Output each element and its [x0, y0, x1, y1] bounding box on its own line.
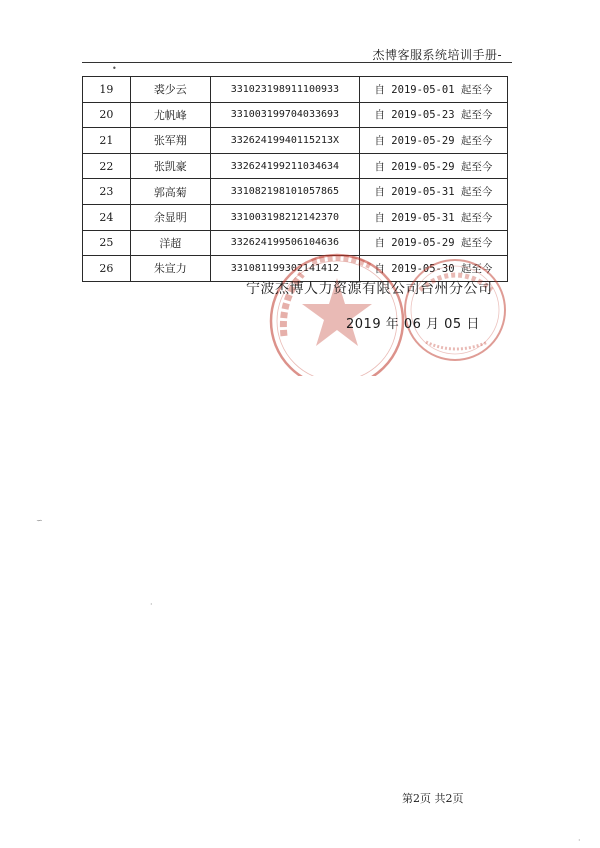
issue-date: 2019 年 06 月 05 日 — [346, 317, 480, 332]
table-row — [83, 179, 508, 205]
id-number: 332624199211034634 — [210, 153, 359, 179]
page-number: 第2页 共2页 — [402, 792, 464, 805]
employment-period — [359, 179, 507, 205]
row-number: 21 — [83, 128, 131, 154]
employment-period — [359, 153, 507, 179]
id-number: 331003199704033693 — [210, 102, 359, 128]
header-rule — [82, 62, 512, 63]
employment-period — [359, 102, 507, 128]
period-suffix: 起至今 — [460, 262, 493, 275]
id-number: 331023198911100933 — [210, 77, 359, 103]
period-start: 自 2019-05-31 — [374, 186, 455, 199]
period-suffix: 起至今 — [460, 134, 493, 147]
employment-period — [359, 230, 507, 256]
id-number: 331081199302141412 — [210, 256, 359, 282]
employee-name: 朱宣力 — [130, 256, 210, 282]
period-start: 自 2019-05-01 — [374, 83, 455, 96]
scan-speck: • — [112, 64, 117, 73]
period-start: 自 2019-05-30 — [374, 262, 455, 275]
period-suffix: 起至今 — [460, 83, 493, 96]
employee-table — [82, 76, 508, 282]
id-number: 33262419940115213X — [210, 128, 359, 154]
row-number: 24 — [83, 204, 131, 230]
scan-speck: · — [578, 836, 581, 845]
employment-period — [359, 77, 507, 103]
company-name: 宁波杰博人力资源有限公司台州分公司 — [246, 281, 493, 297]
period-suffix: 起至今 — [460, 237, 493, 250]
employee-name: 洋超 — [130, 230, 210, 256]
period-start: 自 2019-05-31 — [374, 211, 455, 224]
table-row — [83, 204, 508, 230]
period-start: 自 2019-05-23 — [374, 109, 455, 122]
period-start: 自 2019-05-29 — [374, 160, 455, 173]
employment-period — [359, 204, 507, 230]
table-row — [83, 128, 508, 154]
employee-name: 郭高菊 — [130, 179, 210, 205]
table-row — [83, 153, 508, 179]
period-suffix: 起至今 — [460, 186, 493, 199]
table-row — [83, 77, 508, 103]
period-suffix: 起至今 — [460, 109, 493, 122]
employee-name: 张军翔 — [130, 128, 210, 154]
period-start: 自 2019-05-29 — [374, 134, 455, 147]
period-suffix: 起至今 — [460, 160, 493, 173]
row-number: 20 — [83, 102, 131, 128]
period-start: 自 2019-05-29 — [374, 237, 455, 250]
id-number: 331082198101057865 — [210, 179, 359, 205]
period-suffix: 起至今 — [460, 211, 493, 224]
row-number: 26 — [83, 256, 131, 282]
row-number: 22 — [83, 153, 131, 179]
employee-name: 张凯豪 — [130, 153, 210, 179]
scan-speck: ∽ — [36, 516, 43, 525]
id-number: 331003198212142370 — [210, 204, 359, 230]
row-number: 19 — [83, 77, 131, 103]
id-number: 332624199506104636 — [210, 230, 359, 256]
page-header-title: 杰博客服系统培训手册- — [372, 48, 502, 62]
table-row — [83, 230, 508, 256]
scan-speck: · — [150, 600, 153, 609]
employment-period — [359, 128, 507, 154]
row-number: 23 — [83, 179, 131, 205]
employee-name: 尤帆峰 — [130, 102, 210, 128]
employee-name: 余显明 — [130, 204, 210, 230]
employee-name: 裘少云 — [130, 77, 210, 103]
row-number: 25 — [83, 230, 131, 256]
table-row — [83, 102, 508, 128]
